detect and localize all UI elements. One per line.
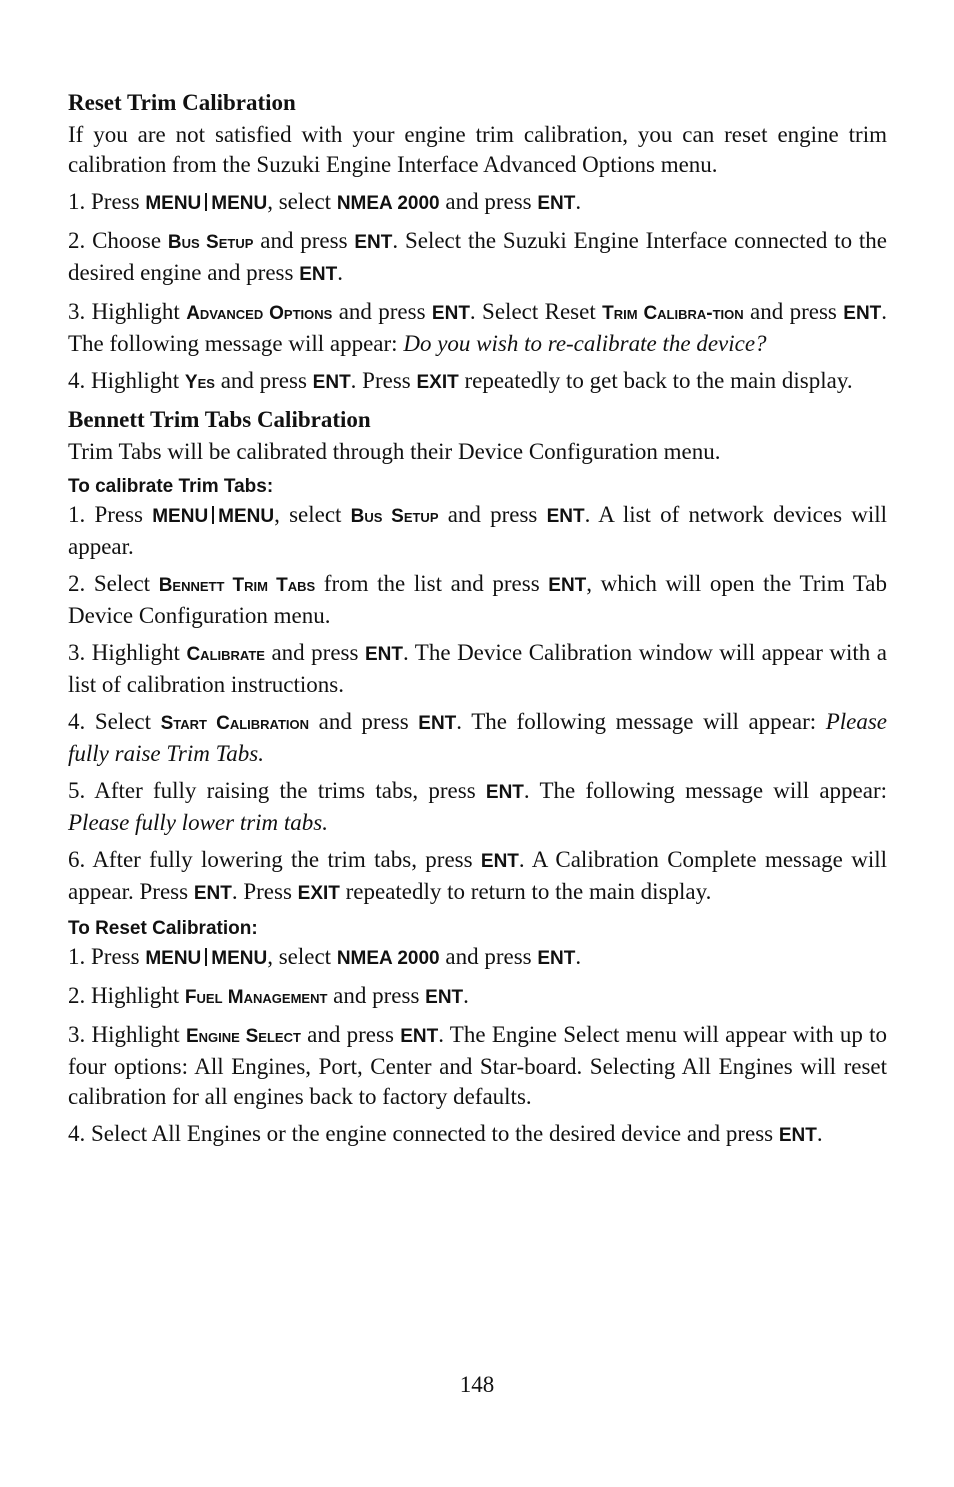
step-4-reset-calibration: 4. Select All Engines or the engine connected to the desired device and press ENT. (68, 1121, 823, 1146)
key-menu: MENU (145, 948, 202, 969)
menu-fuel-management: Fuel Management (184, 987, 328, 1008)
key-ent: ENT (400, 1026, 439, 1047)
key-ent: ENT (312, 372, 351, 393)
menu-bennett-trim-tabs: Bennett Trim Tabs (158, 575, 316, 596)
menu-bus-setup: Bus Setup (350, 506, 439, 527)
key-nmea: NMEA 2000 (336, 193, 440, 214)
key-ent: ENT (193, 883, 232, 904)
menu-bus-setup: Bus Setup (167, 232, 254, 253)
step-6-bennett: 6. After fully lowering the trim tabs, press ENT. A Calibration Complete message will appear. Press ENT. Press EXIT repeatedly to return to the main display. (68, 847, 887, 904)
key-ent: ENT (480, 851, 519, 872)
step-3-reset-calibration: 3. Highlight Engine Select and press ENT. The Engine Select menu will appear with up to four options: All Engines, Port, Center and Star-board. Selecting All Engines will reset calibration for all engines back to factory defaults. (68, 1022, 888, 1109)
subheading-reset-calibration: To Reset Calibration: (68, 918, 258, 939)
key-ent: ENT (431, 303, 470, 324)
separator-bar (212, 506, 214, 524)
step-2-reset-trim: 2. Choose Bus Setup and press ENT. Select the Suzuki Engine Interface connected to the desired engine and press ENT. (68, 228, 888, 285)
key-menu: MENU (211, 193, 268, 214)
paragraph-intro-reset-trim: If you are not satisfied with your engine trim calibration, you can reset engine trim calibration from the Suzuki Engine Interface Advanced Options menu. (68, 122, 887, 177)
menu-trim-calibration: Trim Calibra-tion (602, 303, 744, 324)
key-menu: MENU (211, 948, 268, 969)
page-number: 148 (459, 1372, 495, 1397)
step-3-bennett: 3. Highlight Calibrate and press ENT. The Device Calibration window will appear with a list of calibration instructions. (68, 640, 888, 697)
step-4-bennett: 4. Select Start Calibration and press ENT. The following message will appear: Please fully raise Trim Tabs. (68, 709, 888, 766)
key-menu: MENU (145, 193, 202, 214)
step-2-bennett: 2. Select Bennett Trim Tabs from the list and press ENT, which will open the Trim Tab Device Configuration menu. (68, 571, 888, 628)
separator-bar (205, 948, 207, 966)
menu-advanced-options: Advanced Options (186, 303, 333, 324)
step-2-reset-calibration: 2. Highlight Fuel Management and press ENT. (68, 983, 469, 1008)
menu-start-calibration: Start Calibration (160, 713, 310, 734)
key-ent: ENT (354, 232, 393, 253)
key-ent: ENT (364, 644, 403, 665)
section-heading-bennett: Bennett Trim Tabs Calibration (68, 407, 371, 432)
step-1-reset-calibration: 1. Press MENU MENU, select NMEA 2000 and press ENT. (68, 944, 582, 969)
menu-yes: Yes (184, 372, 215, 393)
key-ent: ENT (485, 782, 524, 803)
key-ent: ENT (299, 264, 338, 285)
section-heading-reset-trim: Reset Trim Calibration (68, 90, 296, 115)
message-text: Please fully raise Trim Tabs. (68, 709, 888, 766)
step-1-bennett: 1. Press MENU MENU, select Bus Setup and press ENT. A list of network devices will appear. (68, 502, 888, 559)
message-text: Please fully lower trim tabs. (68, 810, 329, 835)
key-ent: ENT (843, 303, 882, 324)
key-ent: ENT (537, 193, 576, 214)
step-4-reset-trim: 4. Highlight Yes and press ENT. Press EXIT repeatedly to get back to the main display. (68, 368, 853, 393)
key-menu: MENU (152, 506, 209, 527)
key-exit: EXIT (297, 883, 340, 904)
step-1-reset-trim: 1. Press MENU MENU, select NMEA 2000 and press ENT. (68, 189, 582, 214)
key-ent: ENT (425, 987, 464, 1008)
key-nmea: NMEA 2000 (336, 948, 440, 969)
step-3-reset-trim: 3. Highlight Advanced Options and press ENT. Select Reset Trim Calibra-tion and press ENT. The following message will appear: Do you wish to re-calibrate the device? (68, 299, 888, 356)
key-ent: ENT (548, 575, 587, 596)
key-ent: ENT (546, 506, 585, 527)
step-5-bennett: 5. After fully raising the trims tabs, press ENT. The following message will appear: Please fully lower trim tabs. (68, 778, 887, 835)
manual-page (68, 88, 887, 1158)
key-exit: EXIT (416, 372, 459, 393)
subheading-calibrate-trim-tabs: To calibrate Trim Tabs: (68, 476, 274, 497)
key-menu: MENU (218, 506, 275, 527)
key-ent: ENT (418, 713, 457, 734)
separator-bar (205, 193, 207, 211)
key-ent: ENT (778, 1125, 817, 1146)
key-ent: ENT (537, 948, 576, 969)
message-text: Do you wish to re-calibrate the device? (403, 331, 767, 356)
menu-calibrate: Calibrate (186, 644, 265, 665)
menu-engine-select: Engine Select (185, 1026, 301, 1047)
paragraph-intro-bennett: Trim Tabs will be calibrated through their Device Configuration menu. (68, 439, 721, 464)
